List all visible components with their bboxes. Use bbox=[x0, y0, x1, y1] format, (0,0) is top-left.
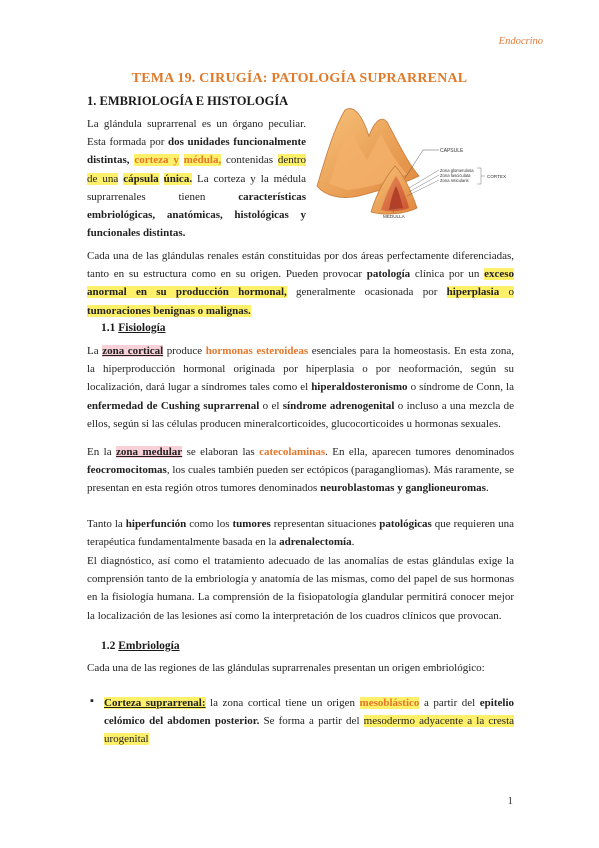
label-capsule: CAPSULE bbox=[440, 148, 464, 154]
section-heading: 1. EMBRIOLOGÍA E HISTOLOGÍA bbox=[87, 94, 289, 108]
bullet-corteza-suprarrenal: Corteza suprarrenal: la zona cortical tiene un origen mesoblástico a partir del epitelio celómico del abdomen posterior. Se forma a partir del mesodermo adyacente a la cresta urogenital bbox=[104, 697, 515, 746]
paragraph-hiperfuncion: Tanto la hiperfunción como los tumores representan situaciones patológicas que requieren una terapéutica fundamentalmente basada en la adrenalectomía. bbox=[87, 518, 515, 549]
paragraph-zona-medular: En la zona medular se elaboran las catecolaminas. En ella, aparecen tumores denominados feocromocitomas, los cuales también pueden ser ectópicos (paragangliomas). Más raramente, se presentan en esta región otros tumores denominados neuroblastomas y ganglioneuromas. bbox=[87, 446, 514, 495]
page-number: 1 bbox=[507, 795, 513, 807]
header-section-label: Endocrino bbox=[498, 36, 543, 47]
label-zona-glomerulosa: Zona glomerulosa bbox=[440, 168, 474, 173]
label-medulla: MEDULLA bbox=[383, 214, 405, 218]
bullet-marker: ▪ bbox=[90, 695, 94, 707]
intro-paragraph: La glándula suprarrenal es un órgano peculiar. Esta formada por dos unidades funcionalmente distintas, corteza y médula, contenidas dentro de una cápsula única. La corteza y la médula suprarrenales tienen características embriológicas, anatómicas, histológicas y funcionales distintas. bbox=[87, 118, 307, 240]
label-zona-fasciculata: Zona fasciculata bbox=[440, 173, 471, 178]
paragraph-embriologia-intro: Cada una de las regiones de las glándulas suprarrenales presentan un origen embriológico: bbox=[87, 662, 485, 674]
subsection-heading-fisiologia: 1.1 Fisiología bbox=[101, 322, 166, 334]
label-zona-reticularis: Zona reticularis bbox=[440, 178, 469, 183]
paragraph-overview: Cada una de las glándulas renales están constituidas por dos áreas perfectamente diferenciadas, tanto en su estructura como en su origen. Pueden provocar patología clínica por un exceso anormal en su producción hormonal, generalmente ocasionada por hiperplasia o tumoraciones benignas o malignas. bbox=[87, 250, 515, 317]
paragraph-zona-cortical: La zona cortical produce hormonas esteroideas esenciales para la homeostasis. En esta zona, la hiperproducción hormonal originada por hiperplasia o por neoformación, según su localización, dará lugar a síndromes tales como el hiperaldosteronismo o síndrome de Conn, la enfermedad de Cushing suprarrenal o el síndrome adrenogenital o incluso a una mezcla de ellos, según si las células producen mineralcorticoides, glucocorticoides u hormonas sexuales. bbox=[87, 345, 514, 430]
subsection-heading-embriologia: 1.2 Embriología bbox=[101, 640, 180, 652]
page-title: TEMA 19. CIRUGÍA: PATOLOGÍA SUPRARRENAL bbox=[131, 71, 468, 86]
paragraph-diagnostico: El diagnóstico, así como el tratamiento adecuado de las anomalías de estas glándulas exige la comprensión tanto de la embriología y anatomía de las mismas, como del papel de sus hormonas en la fisiología humana. La comprensión de la fisiopatología glandular permitirá conocer mejor la localización de las lesiones así como la interpretación de los cuadros clínicos que provocan. bbox=[87, 555, 514, 622]
adrenal-gland-illustration bbox=[311, 100, 517, 218]
label-cortex: CORTEX bbox=[487, 174, 507, 179]
